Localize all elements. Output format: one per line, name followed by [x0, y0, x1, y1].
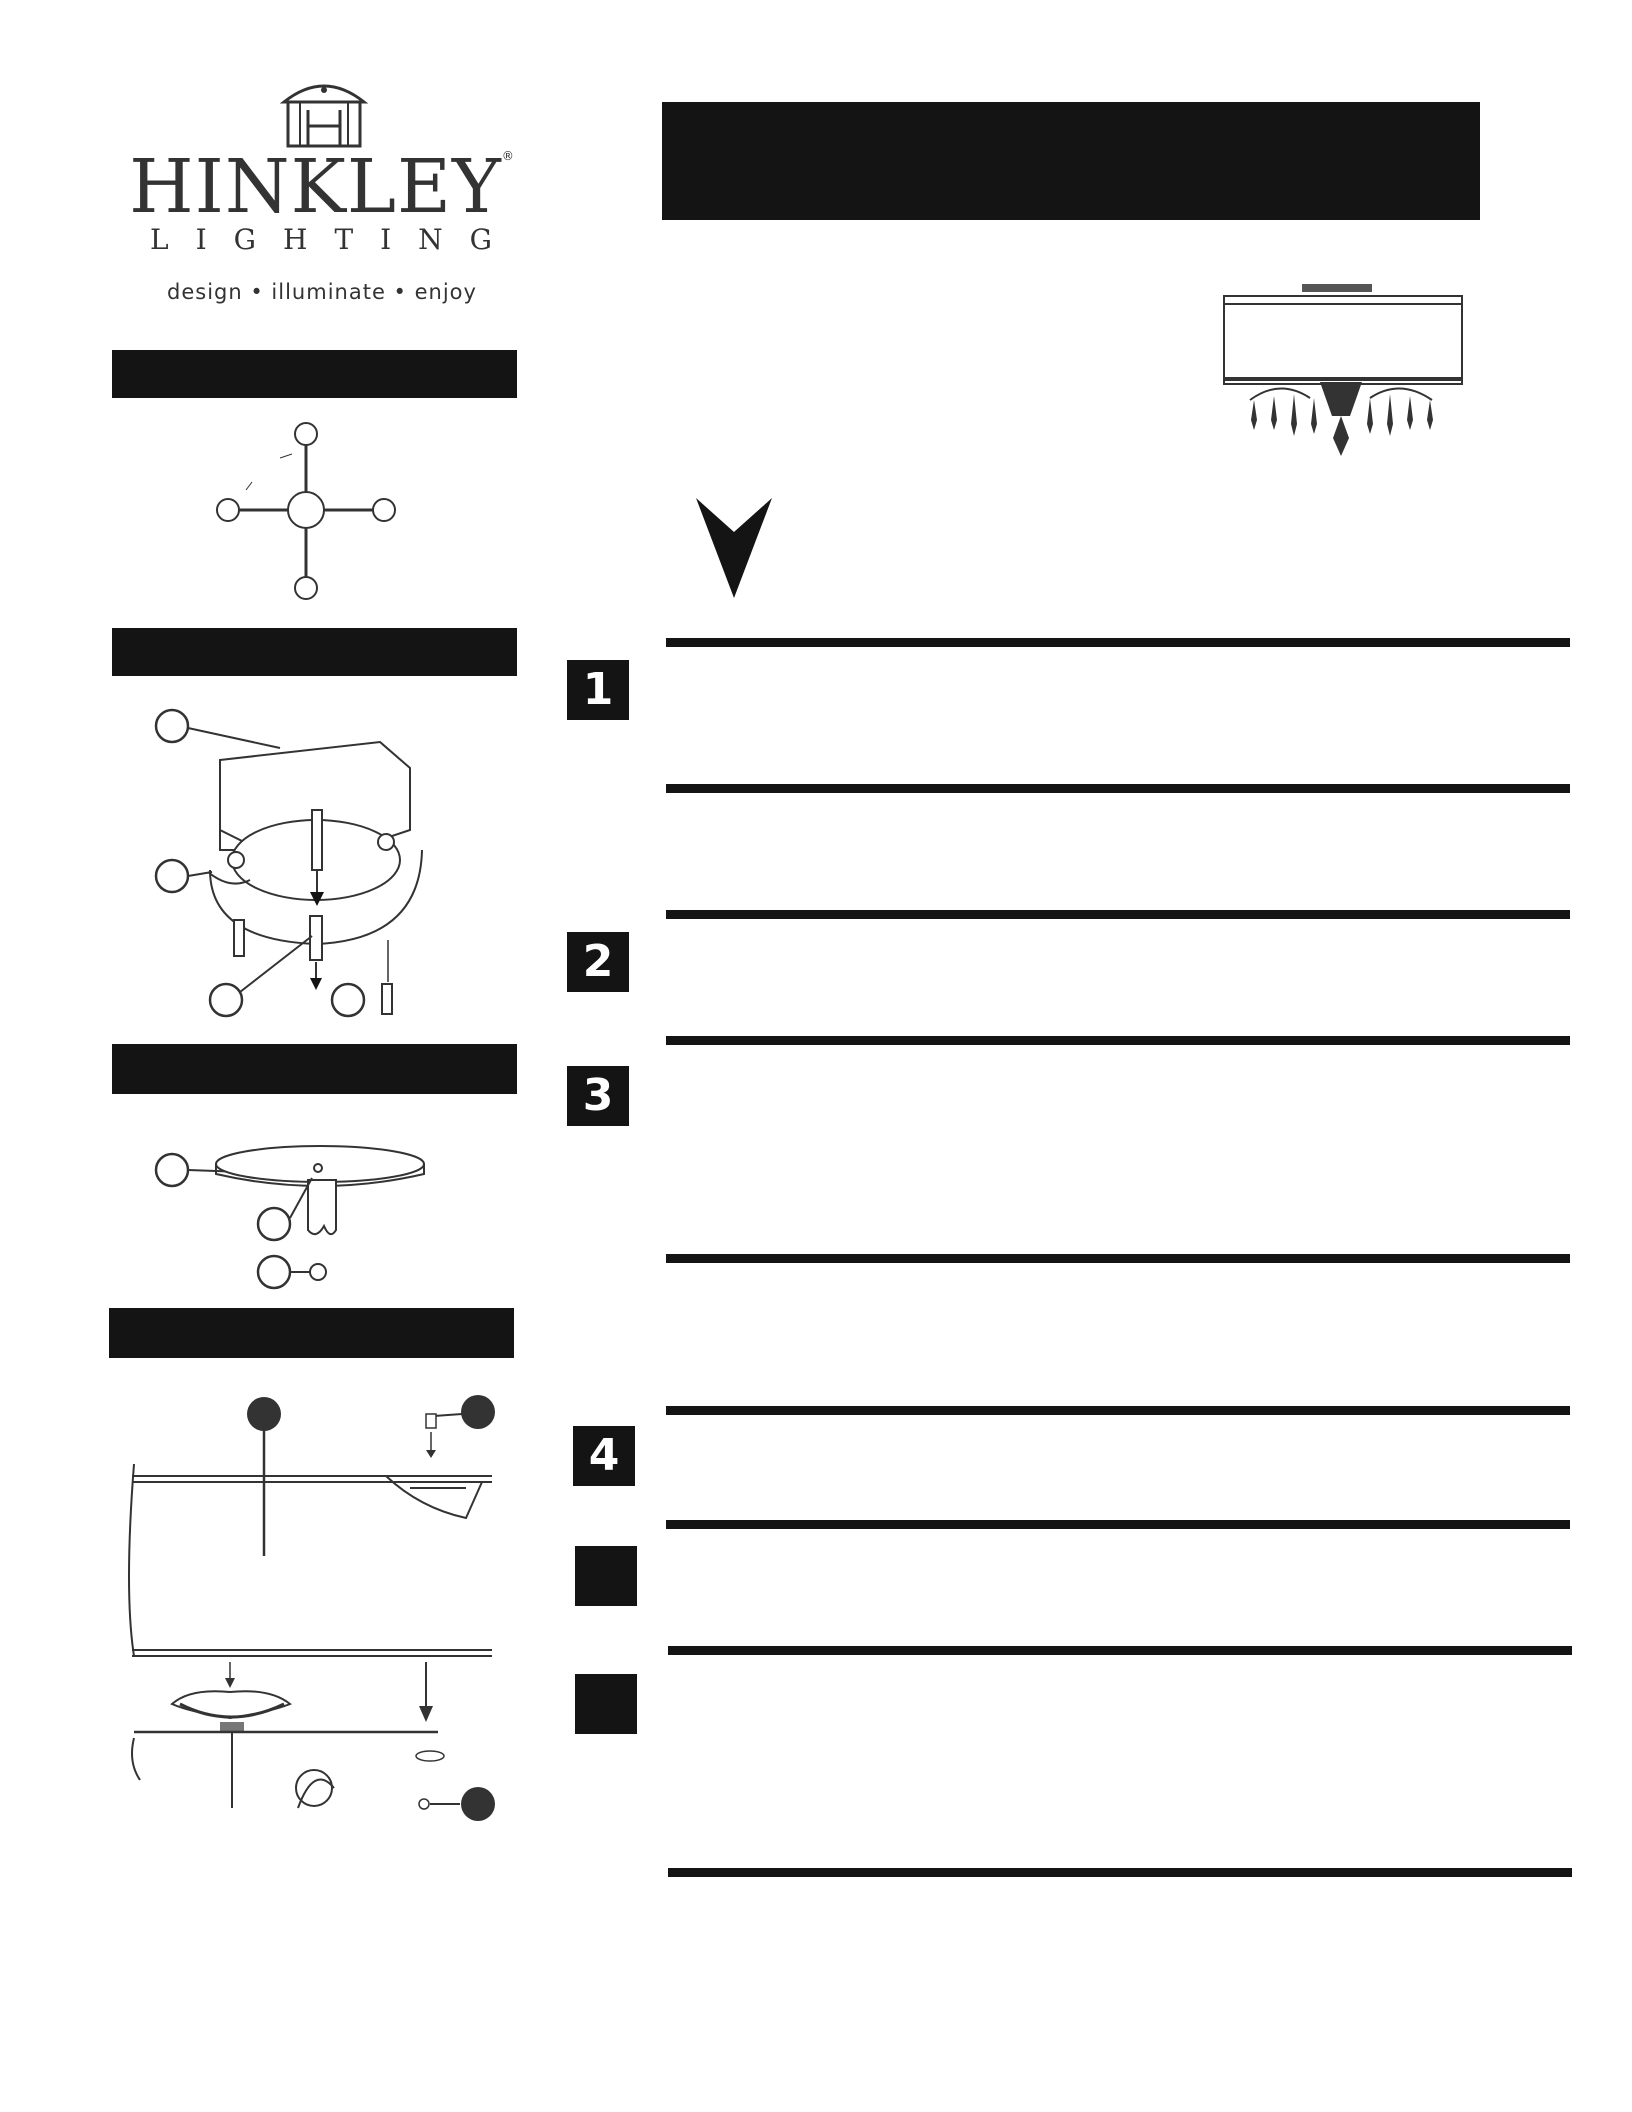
- brand-tagline: design • illuminate • enjoy: [167, 280, 477, 304]
- divider-rule-3: [666, 910, 1570, 919]
- cross-bar-diagram: [210, 420, 410, 600]
- registered-mark: ®: [501, 149, 515, 163]
- step-number-2: 2: [567, 932, 629, 992]
- section-bar-3: [112, 1044, 517, 1094]
- step-number-3: 3: [567, 1066, 629, 1126]
- divider-rule-4: [666, 1036, 1570, 1045]
- divider-rule-8: [668, 1646, 1572, 1655]
- divider-rule-6: [666, 1406, 1570, 1415]
- brand-subtitle: LIGHTING: [150, 223, 520, 256]
- junction-box-bracket-diagram: [150, 700, 450, 1030]
- brand-name-text: HINKLEY: [129, 144, 502, 230]
- divider-rule-1: [666, 638, 1570, 647]
- section-bar-2: [112, 628, 517, 676]
- section-bar-4: [109, 1308, 514, 1358]
- step-number-6-blank: [575, 1674, 637, 1734]
- divider-rule-5: [666, 1254, 1570, 1263]
- divider-rule-9: [668, 1868, 1572, 1877]
- step-number-4: 4: [573, 1426, 635, 1486]
- divider-rule-7: [666, 1520, 1570, 1529]
- step-number-1: 1: [567, 660, 629, 720]
- step-number-5-blank: [575, 1546, 637, 1606]
- canopy-connector-diagram: [150, 1136, 440, 1296]
- down-arrow-icon: [694, 496, 774, 600]
- title-bar: [662, 102, 1480, 220]
- drum-chandelier-illustration: [1220, 282, 1466, 468]
- lantern-icon: [278, 76, 370, 148]
- section-bar-1: [112, 350, 517, 398]
- brand-name: [128, 144, 516, 230]
- divider-rule-2: [666, 784, 1570, 793]
- shade-assembly-diagram: [120, 1392, 510, 1812]
